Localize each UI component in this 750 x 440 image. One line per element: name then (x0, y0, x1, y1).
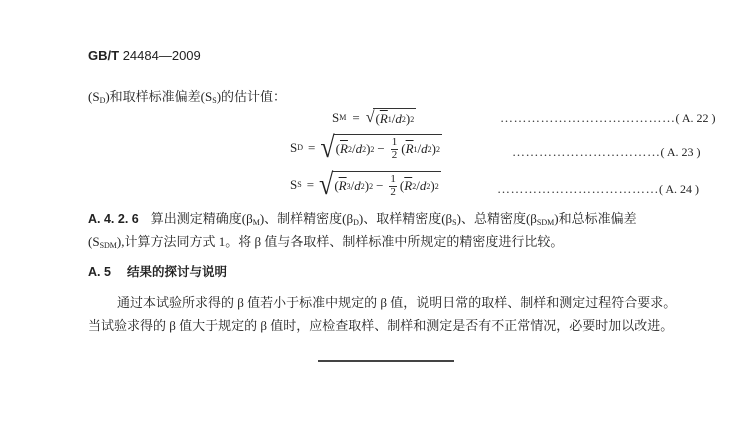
end-rule (318, 360, 454, 362)
header-number: 24484—2009 (122, 48, 201, 63)
equation-a22: S M = √ ( $\overline{R}$ 1 / d 2 ) 2 (332, 108, 415, 126)
equation-a23: S D = √ ( $\overline{R}$ 2 / d 2 ) 2 − $\frac{1}{2}$ ( $\overline{R}$ 1 / d 2 ) 2 (290, 130, 441, 164)
clause-number: A. 4. 2. 6 (88, 212, 139, 226)
sqrt-icon: √ (365, 108, 375, 126)
paragraph-line: 通过本试验所求得的 β 值若小于标准中规定的 β 值，说明日常的取样、制样和测定过程符合要求。 (117, 295, 677, 310)
section-heading-a5: A. 5 结果的探讨与说明 (88, 265, 227, 279)
header-prefix: GB/T (88, 48, 120, 63)
standard-header (88, 48, 201, 63)
paragraph-line: 当试验求得的 β 值大于规定的 β 值时，应检查取样、制样和测定是否有不正常情况，必要时加以改进。 (88, 318, 674, 333)
equation-a24-leader: ………………………………( A. 24 ) (497, 181, 699, 196)
sqrt-icon: √ (319, 167, 334, 201)
clause-a426-line1: A. 4. 2. 6 算出测定精确度$(\beta_M)$、制样精密度$(\beta_D)$、取样精密度$(\beta_S)$、总精密度$(\beta_{SDM})$和总标准偏差 (88, 211, 637, 227)
clause-a426-line2: $(S_{SDM})$,计算方法同方式 1。将 β 值与各取样、制样标准中所规定的精密度进行比较。 (88, 234, 564, 250)
equation-a22-leader: …………………………………( A. 22 ) (500, 110, 716, 125)
intro-line: $(S_D)$和取样标准偏差$(S_S)$的估计值： (88, 89, 287, 105)
equation-a24: S S = √ ( $\overline{R}$ 3 / d 2 ) 2 − $\frac{1}{2}$ ( $\overline{R}$ 2 / d 2 ) 2 (290, 167, 439, 201)
sqrt-icon: √ (320, 130, 335, 164)
equation-a23-leader: ……………………………( A. 23 ) (512, 144, 701, 159)
